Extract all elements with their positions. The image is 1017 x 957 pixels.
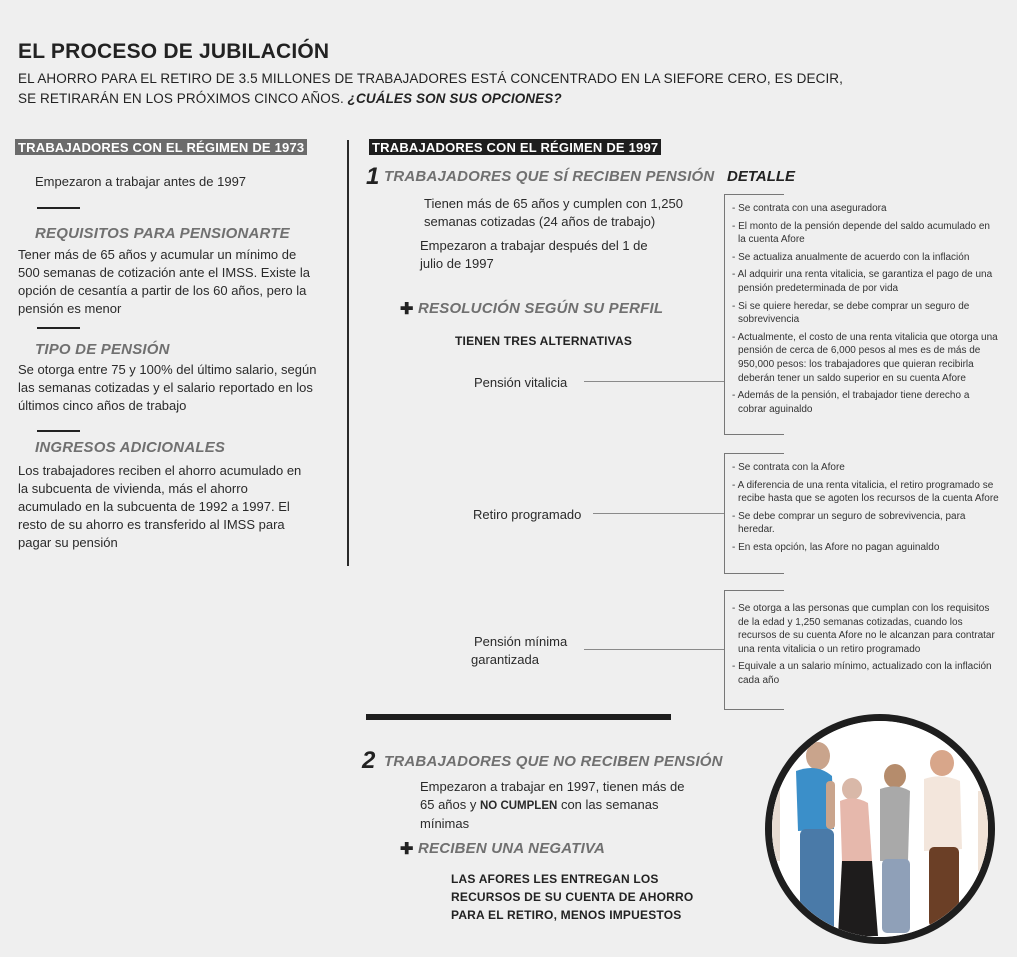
- detail-item: - Además de la pensión, el trabajador tiene derecho a cobrar aguinaldo: [730, 389, 1000, 416]
- regimen-1973-intro: Empezaron a trabajar antes de 1997: [35, 174, 247, 189]
- connector-line: [584, 649, 724, 650]
- plus-icon: ✚: [400, 841, 414, 858]
- detalle-heading: DETALLE: [727, 168, 796, 185]
- detail-item: - Se contrata con una aseguradora: [730, 202, 1000, 216]
- person-grey-vest: [880, 764, 910, 933]
- detail-item: - Al adquirir una renta vitalicia, se garantiza el pago de una pensión predeterminada de por vida: [730, 268, 1000, 295]
- connector-line: [584, 381, 724, 382]
- group-2-heading: TRABAJADORES QUE NO RECIBEN PENSIÓN: [384, 753, 723, 770]
- detail-list-pension-minima: [730, 602, 1000, 692]
- detail-item: - Si se quiere heredar, se debe comprar un seguro de sobrevivencia: [730, 300, 1000, 327]
- detail-item: - Se debe comprar un seguro de sobrevivencia, para heredar.: [730, 510, 1000, 537]
- detail-item: - Equivale a un salario mínimo, actualizado con la inflación cada año: [730, 660, 1000, 687]
- detail-item: - Se contrata con la Afore: [730, 461, 1000, 475]
- resolution-heading: RESOLUCIÓN SEGÚN SU PERFIL: [418, 300, 664, 317]
- tipo-pension-text: Se otorga entre 75 y 100% del último salario, según las semanas cotizadas y el salario reportado en los últimos cinco años de trabajo: [18, 362, 317, 413]
- regimen-1997-tag: TRABAJADORES CON EL RÉGIMEN DE 1997: [369, 139, 661, 155]
- alternative-pension-vitalicia: Pensión vitalicia: [474, 375, 568, 390]
- group-1-requirement-start: Empezaron a trabajar después del 1 de julio de 1997: [420, 238, 648, 271]
- detail-item: - El monto de la pensión depende del saldo acumulado en la cuenta Afore: [730, 220, 1000, 247]
- group-2-text: Empezaron a trabajar en 1997, tienen más de 65 años y NO CUMPLEN con las semanas mínimas: [420, 779, 685, 831]
- regimen-1973-tag: TRABAJADORES CON EL RÉGIMEN DE 1973: [15, 139, 307, 155]
- detail-item: - Se actualiza anualmente de acuerdo con la inflación: [730, 251, 1000, 265]
- group-2-number: 2: [362, 747, 376, 774]
- group-1-requirement-age: Tienen más de 65 años y cumplen con 1,250 semanas cotizadas (24 años de trabajo): [424, 196, 683, 229]
- subtitle-question: ¿CUÁLES SON SUS OPCIONES?: [347, 91, 562, 106]
- people-illustration: [772, 721, 988, 937]
- requisitos-text: Tener más de 65 años y acumular un mínimo de 500 semanas de cotización ante el IMSS. Existe la opción de cesantía a partir de los 60 años, pero la pensión es menor: [18, 247, 310, 316]
- subtitle-line-1: EL AHORRO PARA EL RETIRO DE 3.5 MILLONES DE TRABAJADORES ESTÁ CONCENTRADO EN LA SIEFORE CERO, ES DECIR,: [18, 71, 843, 86]
- alternative-pension-minima: Pensión mínima garantizada: [471, 634, 568, 667]
- no-cumplen-emphasis: NO CUMPLEN: [480, 800, 558, 812]
- alternatives-label: TIENEN TRES ALTERNATIVAS: [455, 334, 633, 348]
- group-divider: [366, 714, 671, 720]
- page-subtitle: [18, 69, 843, 109]
- detail-item: - Actualmente, el costo de una renta vitalicia que otorga una pensión de cerca de 6,000 pesos al mes es de más de 950,000 pesos: los trabajadores que quieran recibirla deberán tener un saldo superior en su cuenta Afore: [730, 331, 1000, 385]
- ingresos-heading: INGRESOS ADICIONALES: [35, 439, 226, 456]
- detail-item: - A diferencia de una renta vitalicia, el retiro programado se recibe hasta que se agoten los recursos de la cuenta Afore: [730, 479, 1000, 506]
- plus-icon: ✚: [400, 301, 414, 318]
- group-2-outcome: LAS AFORES LES ENTREGAN LOS RECURSOS DE SU CUENTA DE AHORRO PARA EL RETIRO, MENOS IMPUESTOS: [451, 872, 694, 922]
- column-divider: [347, 140, 349, 566]
- connector-line: [593, 513, 724, 514]
- group-1-heading: TRABAJADORES QUE SÍ RECIBEN PENSIÓN: [384, 168, 715, 185]
- tipo-pension-heading: TIPO DE PENSIÓN: [35, 341, 170, 358]
- alternative-retiro-programado: Retiro programado: [473, 507, 582, 522]
- subtitle-line-2: SE RETIRARÁN EN LOS PRÓXIMOS CINCO AÑOS. ¿CUÁLES SON SUS OPCIONES?: [18, 91, 562, 106]
- detail-list-retiro-programado: [730, 461, 1000, 559]
- section-divider: [37, 207, 80, 209]
- group-2-resolution-heading: RECIBEN UNA NEGATIVA: [418, 840, 606, 857]
- group-1-number: 1: [366, 163, 380, 190]
- ingresos-text: Los trabajadores reciben el ahorro acumulado en la subcuenta de vivienda, más el ahorro acumulado en la subcuenta de 1992 a 1997. El resto de su ahorro es transferido al IMSS para pagar su pensión: [18, 463, 302, 550]
- requisitos-heading: REQUISITOS PARA PENSIONARTE: [35, 225, 290, 242]
- page-title: EL PROCESO DE JUBILACIÓN: [18, 40, 330, 63]
- section-divider: [37, 430, 80, 432]
- detail-item: - Se otorga a las personas que cumplan con los requisitos de la edad y 1,250 semanas cotizadas, cuando los recursos de su cuenta Afore no le alcanzan para contratar una renta vitalicia o un retiro programado: [730, 602, 1000, 656]
- section-divider: [37, 327, 80, 329]
- detail-list-pension-vitalicia: [730, 202, 1000, 420]
- detail-item: - En esta opción, las Afore no pagan aguinaldo: [730, 541, 1000, 555]
- people-in-line-photo: [765, 714, 995, 944]
